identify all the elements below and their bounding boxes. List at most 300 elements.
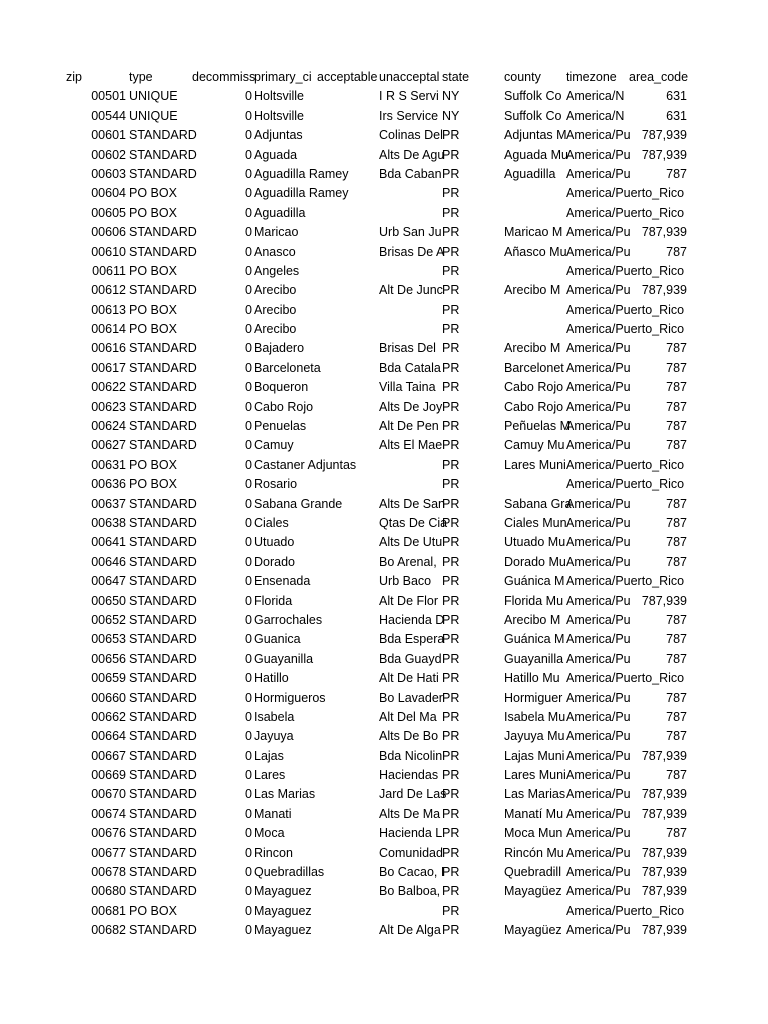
cell-decommissioned[interactable]: 0 [245,341,252,356]
cell-state[interactable]: PR [442,128,460,143]
cell-area-codes[interactable]: 787 [666,690,687,705]
cell-county[interactable]: Aguadilla [504,166,556,181]
cell-type[interactable]: STANDARD [129,865,197,880]
cell-zip[interactable]: 00603 [91,166,126,181]
cell-decommissioned[interactable]: 0 [245,768,252,783]
cell-acceptable-cities[interactable] [317,766,379,785]
cell-type[interactable]: STANDARD [129,147,197,162]
cell-state[interactable]: PR [442,729,460,744]
cell-primary-city[interactable]: Lares [254,768,286,783]
cell-state[interactable]: PR [442,574,460,589]
cell-unacceptable-cities[interactable]: Bo Lavader [379,690,443,705]
cell-zip[interactable]: 00631 [91,457,126,472]
cell-timezone[interactable]: America/Puerto_Rico [566,457,685,472]
cell-decommissioned[interactable]: 0 [245,729,252,744]
cell-acceptable-cities[interactable] [317,844,379,863]
cell-unacceptable-cities[interactable]: Alt Del Ma [379,709,437,724]
cell-timezone[interactable]: America/Pu [566,748,631,763]
cell-acceptable-cities[interactable] [317,650,379,669]
cell-area-codes[interactable] [628,572,687,591]
cell-acceptable-cities[interactable] [317,689,379,708]
cell-primary-city[interactable]: Garrochales [254,612,323,627]
cell-state[interactable]: PR [442,322,460,337]
cell-primary-city[interactable]: Hormigueros [254,690,326,705]
cell-timezone[interactable]: America/Pu [566,787,631,802]
cell-type[interactable]: STANDARD [129,283,197,298]
cell-state[interactable]: PR [442,263,460,278]
cell-decommissioned[interactable]: 0 [245,186,252,201]
cell-acceptable-cities[interactable] [317,495,379,514]
cell-county[interactable]: Peñuelas M [504,419,571,434]
cell-timezone[interactable]: America/Pu [566,690,631,705]
cell-decommissioned[interactable]: 0 [245,787,252,802]
cell-acceptable-cities[interactable] [317,359,379,378]
cell-acceptable-cities[interactable] [317,262,379,281]
cell-county[interactable] [504,184,566,203]
cell-area-codes[interactable] [628,184,687,203]
cell-county[interactable]: Guayanilla [504,651,564,666]
cell-acceptable-cities[interactable] [317,824,379,843]
cell-decommissioned[interactable]: 0 [245,593,252,608]
cell-unacceptable-cities[interactable]: Bo Cacao, I [379,865,445,880]
cell-state[interactable]: PR [442,748,460,763]
cell-county[interactable]: Manatí Mu [504,806,564,821]
cell-acceptable-cities[interactable] [317,863,379,882]
cell-county[interactable]: Arecibo M [504,341,561,356]
cell-type[interactable]: PO BOX [129,903,177,918]
cell-acceptable-cities[interactable] [317,165,379,184]
cell-timezone[interactable]: America/Pu [566,399,631,414]
cell-unacceptable-cities[interactable]: Alt De Alga [379,923,441,938]
cell-acceptable-cities[interactable] [317,592,379,611]
cell-decommissioned[interactable]: 0 [245,923,252,938]
cell-primary-city[interactable]: Quebradillas [254,865,325,880]
cell-decommissioned[interactable]: 0 [245,632,252,647]
cell-area-codes[interactable]: 787,939 [641,845,687,860]
cell-unacceptable-cities[interactable]: Alts De Bo [379,729,439,744]
cell-primary-city[interactable]: Mayaguez [254,923,312,938]
cell-unacceptable-cities[interactable] [379,262,441,281]
cell-zip[interactable]: 00682 [91,923,126,938]
cell-area-codes[interactable]: 787,939 [641,593,687,608]
cell-unacceptable-cities[interactable]: Bo Arenal, [379,554,437,569]
cell-area-codes[interactable] [628,262,687,281]
cell-primary-city[interactable]: Manati [254,806,292,821]
cell-state[interactable]: PR [442,399,460,414]
cell-unacceptable-cities[interactable]: Bda Espera [379,632,445,647]
cell-state[interactable]: PR [442,787,460,802]
cell-area-codes[interactable]: 787 [666,729,687,744]
cell-state[interactable]: PR [442,806,460,821]
cell-area-codes[interactable]: 787 [666,709,687,724]
cell-primary-city[interactable]: Holtsville [254,89,305,104]
cell-area-codes[interactable]: 631 [666,89,687,104]
cell-area-codes[interactable]: 787 [666,768,687,783]
cell-area-codes[interactable] [628,475,687,494]
cell-zip[interactable]: 00674 [91,806,126,821]
cell-zip[interactable]: 00501 [91,89,126,104]
cell-timezone[interactable]: America/Pu [566,593,631,608]
cell-type[interactable]: STANDARD [129,399,197,414]
cell-state[interactable]: PR [442,438,460,453]
cell-acceptable-cities[interactable] [317,553,379,572]
cell-area-codes[interactable]: 787 [666,244,687,259]
cell-timezone[interactable]: America/Pu [566,166,631,181]
cell-decommissioned[interactable]: 0 [245,845,252,860]
cell-unacceptable-cities[interactable] [379,184,441,203]
cell-state[interactable]: PR [442,593,460,608]
cell-area-codes[interactable]: 787,939 [641,128,687,143]
cell-type[interactable]: STANDARD [129,806,197,821]
cell-area-codes[interactable]: 787 [666,632,687,647]
cell-area-codes[interactable]: 787,939 [641,225,687,240]
cell-county[interactable]: Aguada Mu [504,147,568,162]
cell-county[interactable] [504,262,566,281]
cell-decommissioned[interactable]: 0 [245,108,252,123]
cell-unacceptable-cities[interactable]: Alts De San [379,496,446,511]
cell-county[interactable]: Lares Muni [504,768,566,783]
cell-zip[interactable]: 00637 [91,496,126,511]
cell-primary-city[interactable]: Maricao [254,225,299,240]
cell-primary-city[interactable]: Hatillo [254,671,289,686]
cell-primary-city[interactable]: Castaner Adjuntas [254,457,357,472]
cell-decommissioned[interactable]: 0 [245,380,252,395]
cell-acceptable-cities[interactable] [317,708,379,727]
cell-county[interactable] [504,204,566,223]
cell-state[interactable]: PR [442,225,460,240]
cell-state[interactable]: PR [442,496,460,511]
cell-zip[interactable]: 00627 [91,438,126,453]
cell-area-codes[interactable]: 787,939 [641,923,687,938]
cell-decommissioned[interactable]: 0 [245,690,252,705]
cell-type[interactable]: STANDARD [129,166,197,181]
cell-state[interactable]: PR [442,477,460,492]
cell-area-codes[interactable]: 787 [666,341,687,356]
cell-area-codes[interactable]: 787 [666,826,687,841]
cell-type[interactable]: STANDARD [129,438,197,453]
cell-acceptable-cities[interactable] [317,669,379,688]
cell-county[interactable]: Lares Muni [504,457,566,472]
cell-zip[interactable]: 00681 [91,903,126,918]
cell-timezone[interactable]: America/Puerto_Rico [566,205,685,220]
cell-county[interactable] [504,475,566,494]
cell-type[interactable]: STANDARD [129,826,197,841]
cell-area-codes[interactable]: 787,939 [641,787,687,802]
cell-zip[interactable]: 00601 [91,128,126,143]
cell-unacceptable-cities[interactable]: Alts El Mae [379,438,443,453]
header-county[interactable]: county [504,70,541,84]
cell-timezone[interactable]: America/Pu [566,515,631,530]
cell-timezone[interactable]: America/Pu [566,923,631,938]
cell-zip[interactable]: 00662 [91,709,126,724]
cell-primary-city[interactable]: Holtsville [254,108,305,123]
header-unacceptable-cities[interactable]: unacceptal [379,70,440,84]
cell-decommissioned[interactable]: 0 [245,263,252,278]
cell-county[interactable]: Cabo Rojo [504,380,564,395]
cell-acceptable-cities[interactable] [317,243,379,262]
cell-county[interactable]: Lajas Muni [504,748,565,763]
cell-decommissioned[interactable]: 0 [245,399,252,414]
cell-zip[interactable]: 00606 [91,225,126,240]
cell-type[interactable]: PO BOX [129,205,177,220]
cell-county[interactable]: Moca Mun [504,826,563,841]
cell-state[interactable]: PR [442,535,460,550]
cell-county[interactable]: Quebradill [504,865,561,880]
cell-unacceptable-cities[interactable]: Alt De Hati [379,671,439,686]
cell-state[interactable]: PR [442,515,460,530]
cell-timezone[interactable]: America/Pu [566,845,631,860]
cell-timezone[interactable]: America/Puerto_Rico [566,477,685,492]
cell-timezone[interactable]: America/Pu [566,225,631,240]
cell-unacceptable-cities[interactable]: I R S Servi [379,89,439,104]
cell-decommissioned[interactable]: 0 [245,128,252,143]
cell-zip[interactable]: 00636 [91,477,126,492]
cell-timezone[interactable]: America/N [566,89,625,104]
cell-county[interactable]: Utuado Mu [504,535,566,550]
cell-type[interactable]: UNIQUE [129,108,178,123]
cell-timezone[interactable]: America/Pu [566,554,631,569]
cell-type[interactable]: STANDARD [129,496,197,511]
header-acceptable-cities[interactable]: acceptable [317,70,378,84]
cell-area-codes[interactable]: 787,939 [641,147,687,162]
cell-unacceptable-cities[interactable]: Hacienda D [379,612,445,627]
cell-unacceptable-cities[interactable]: Alt De Pen [379,419,439,434]
cell-decommissioned[interactable]: 0 [245,457,252,472]
cell-acceptable-cities[interactable] [317,436,379,455]
cell-primary-city[interactable]: Aguadilla Ramey [254,166,349,181]
cell-area-codes[interactable]: 787 [666,438,687,453]
cell-state[interactable]: PR [442,690,460,705]
cell-unacceptable-cities[interactable]: Bo Balboa, [379,884,441,899]
cell-timezone[interactable]: America/Pu [566,768,631,783]
cell-unacceptable-cities[interactable]: Villa Taina [379,380,436,395]
cell-primary-city[interactable]: Ciales [254,515,289,530]
cell-county[interactable]: Barcelonet [504,360,564,375]
cell-decommissioned[interactable]: 0 [245,884,252,899]
cell-unacceptable-cities[interactable]: Brisas De A [379,244,445,259]
cell-timezone[interactable]: America/Pu [566,380,631,395]
cell-primary-city[interactable]: Utuado [254,535,295,550]
cell-acceptable-cities[interactable] [317,727,379,746]
cell-timezone[interactable]: America/Pu [566,419,631,434]
cell-zip[interactable]: 00653 [91,632,126,647]
cell-acceptable-cities[interactable] [317,107,379,126]
cell-type[interactable]: STANDARD [129,729,197,744]
cell-zip[interactable]: 00624 [91,419,126,434]
cell-decommissioned[interactable]: 0 [245,806,252,821]
cell-unacceptable-cities[interactable] [379,456,441,475]
cell-acceptable-cities[interactable] [317,281,379,300]
cell-decommissioned[interactable]: 0 [245,283,252,298]
cell-acceptable-cities[interactable] [317,533,379,552]
cell-county[interactable]: Camuy Mu [504,438,565,453]
cell-type[interactable]: STANDARD [129,690,197,705]
cell-zip[interactable]: 00656 [91,651,126,666]
cell-timezone[interactable]: America/Pu [566,632,631,647]
cell-area-codes[interactable]: 787 [666,419,687,434]
cell-zip[interactable]: 00660 [91,690,126,705]
cell-primary-city[interactable]: Adjuntas [254,128,303,143]
cell-primary-city[interactable]: Camuy [254,438,294,453]
cell-zip[interactable]: 00667 [91,748,126,763]
cell-state[interactable]: PR [442,186,460,201]
cell-zip[interactable]: 00611 [92,263,126,278]
cell-state[interactable]: PR [442,147,460,162]
cell-type[interactable]: STANDARD [129,651,197,666]
cell-acceptable-cities[interactable] [317,223,379,242]
cell-zip[interactable]: 00652 [91,612,126,627]
cell-county[interactable]: Hatillo Mu [504,671,560,686]
cell-type[interactable]: PO BOX [129,302,177,317]
cell-zip[interactable]: 00664 [91,729,126,744]
cell-timezone[interactable]: America/Pu [566,729,631,744]
cell-zip[interactable]: 00622 [91,380,126,395]
cell-timezone[interactable]: America/Puerto_Rico [566,671,685,686]
cell-type[interactable]: PO BOX [129,322,177,337]
cell-type[interactable]: STANDARD [129,554,197,569]
cell-primary-city[interactable]: Arecibo [254,322,297,337]
cell-acceptable-cities[interactable] [317,204,379,223]
cell-state[interactable]: PR [442,205,460,220]
cell-county[interactable] [504,320,566,339]
cell-decommissioned[interactable]: 0 [245,535,252,550]
cell-county[interactable]: Maricao M [504,225,563,240]
cell-decommissioned[interactable]: 0 [245,205,252,220]
cell-decommissioned[interactable]: 0 [245,826,252,841]
cell-primary-city[interactable]: Las Marias [254,787,316,802]
cell-state[interactable]: PR [442,923,460,938]
cell-zip[interactable]: 00610 [91,244,126,259]
cell-zip[interactable]: 00646 [91,554,126,569]
cell-timezone[interactable]: America/Puerto_Rico [566,903,685,918]
cell-acceptable-cities[interactable] [317,514,379,533]
header-timezone[interactable]: timezone [566,70,617,84]
cell-acceptable-cities[interactable] [317,572,379,591]
cell-acceptable-cities[interactable] [317,146,379,165]
cell-primary-city[interactable]: Arecibo [254,283,297,298]
cell-area-codes[interactable]: 787,939 [641,748,687,763]
cell-unacceptable-cities[interactable]: Colinas Del [379,128,443,143]
cell-zip[interactable]: 00623 [91,399,126,414]
cell-county[interactable]: Arecibo M [504,283,561,298]
cell-decommissioned[interactable]: 0 [245,612,252,627]
cell-timezone[interactable]: America/Pu [566,341,631,356]
cell-unacceptable-cities[interactable]: Alts De Utu [379,535,443,550]
cell-area-codes[interactable] [628,456,687,475]
cell-area-codes[interactable]: 787,939 [641,884,687,899]
cell-primary-city[interactable]: Rosario [254,477,298,492]
cell-zip[interactable]: 00638 [91,515,126,530]
cell-zip[interactable]: 00647 [91,574,126,589]
cell-timezone[interactable]: America/Puerto_Rico [566,186,685,201]
cell-timezone[interactable]: America/Pu [566,244,631,259]
cell-unacceptable-cities[interactable]: Bda Nicolin [379,748,443,763]
cell-decommissioned[interactable]: 0 [245,166,252,181]
cell-zip[interactable]: 00659 [91,671,126,686]
header-zip[interactable]: zip [66,70,82,84]
cell-type[interactable]: STANDARD [129,671,197,686]
cell-type[interactable]: STANDARD [129,593,197,608]
cell-acceptable-cities[interactable] [317,882,379,901]
cell-primary-city[interactable]: Ensenada [254,574,311,589]
header-area-codes[interactable]: area_code [629,70,689,84]
cell-unacceptable-cities[interactable]: Bda Catala [379,360,441,375]
cell-timezone[interactable]: America/Puerto_Rico [566,263,685,278]
cell-decommissioned[interactable]: 0 [245,360,252,375]
cell-state[interactable]: PR [442,826,460,841]
cell-unacceptable-cities[interactable]: Qtas De Cia [379,515,448,530]
cell-county[interactable]: Las Marias [504,787,566,802]
cell-acceptable-cities[interactable] [317,805,379,824]
cell-county[interactable]: Rincón Mu [504,845,564,860]
cell-decommissioned[interactable]: 0 [245,225,252,240]
cell-state[interactable]: PR [442,554,460,569]
cell-type[interactable]: STANDARD [129,787,197,802]
cell-acceptable-cities[interactable] [317,785,379,804]
cell-primary-city[interactable]: Penuelas [254,419,307,434]
cell-type[interactable]: STANDARD [129,419,197,434]
cell-primary-city[interactable]: Sabana Grande [254,496,343,511]
cell-state[interactable]: PR [442,671,460,686]
cell-state[interactable]: PR [442,612,460,627]
cell-type[interactable]: UNIQUE [129,89,178,104]
cell-timezone[interactable]: America/Pu [566,496,631,511]
cell-unacceptable-cities[interactable] [379,320,441,339]
cell-county[interactable]: Añasco Mu [504,244,567,259]
cell-zip[interactable]: 00669 [91,768,126,783]
cell-zip[interactable]: 00680 [91,884,126,899]
cell-zip[interactable]: 00617 [91,360,126,375]
cell-zip[interactable]: 00641 [91,535,126,550]
cell-county[interactable]: Guánica M [504,632,565,647]
cell-county[interactable]: Mayagüez [504,884,562,899]
header-primary-city[interactable]: primary_ci [254,70,312,84]
header-state[interactable]: state [442,70,470,84]
cell-unacceptable-cities[interactable]: Bda Guayd [379,651,442,666]
cell-unacceptable-cities[interactable]: Brisas Del [379,341,436,356]
cell-zip[interactable]: 00604 [91,186,126,201]
cell-timezone[interactable]: America/N [566,108,625,123]
cell-county[interactable] [504,301,566,320]
cell-type[interactable]: STANDARD [129,632,197,647]
cell-unacceptable-cities[interactable]: Irs Service [379,108,439,123]
cell-area-codes[interactable] [628,204,687,223]
cell-state[interactable]: NY [442,108,460,123]
cell-primary-city[interactable]: Barceloneta [254,360,321,375]
cell-unacceptable-cities[interactable]: Alts De Ma [379,806,441,821]
cell-type[interactable]: STANDARD [129,360,197,375]
cell-decommissioned[interactable]: 0 [245,651,252,666]
cell-primary-city[interactable]: Aguadilla [254,205,306,220]
cell-state[interactable]: PR [442,283,460,298]
cell-unacceptable-cities[interactable]: Bda Caban [379,166,442,181]
cell-zip[interactable]: 00614 [91,322,126,337]
cell-timezone[interactable]: America/Pu [566,438,631,453]
header-type[interactable]: type [129,70,153,84]
cell-zip[interactable]: 00605 [91,205,126,220]
cell-decommissioned[interactable]: 0 [245,865,252,880]
cell-area-codes[interactable] [628,301,687,320]
cell-decommissioned[interactable]: 0 [245,748,252,763]
cell-type[interactable]: PO BOX [129,477,177,492]
cell-unacceptable-cities[interactable]: Alts De Agu [379,147,445,162]
cell-zip[interactable]: 00613 [91,302,126,317]
cell-timezone[interactable]: America/Pu [566,147,631,162]
cell-timezone[interactable]: America/Pu [566,651,631,666]
cell-decommissioned[interactable]: 0 [245,477,252,492]
cell-state[interactable]: PR [442,768,460,783]
cell-type[interactable]: STANDARD [129,380,197,395]
